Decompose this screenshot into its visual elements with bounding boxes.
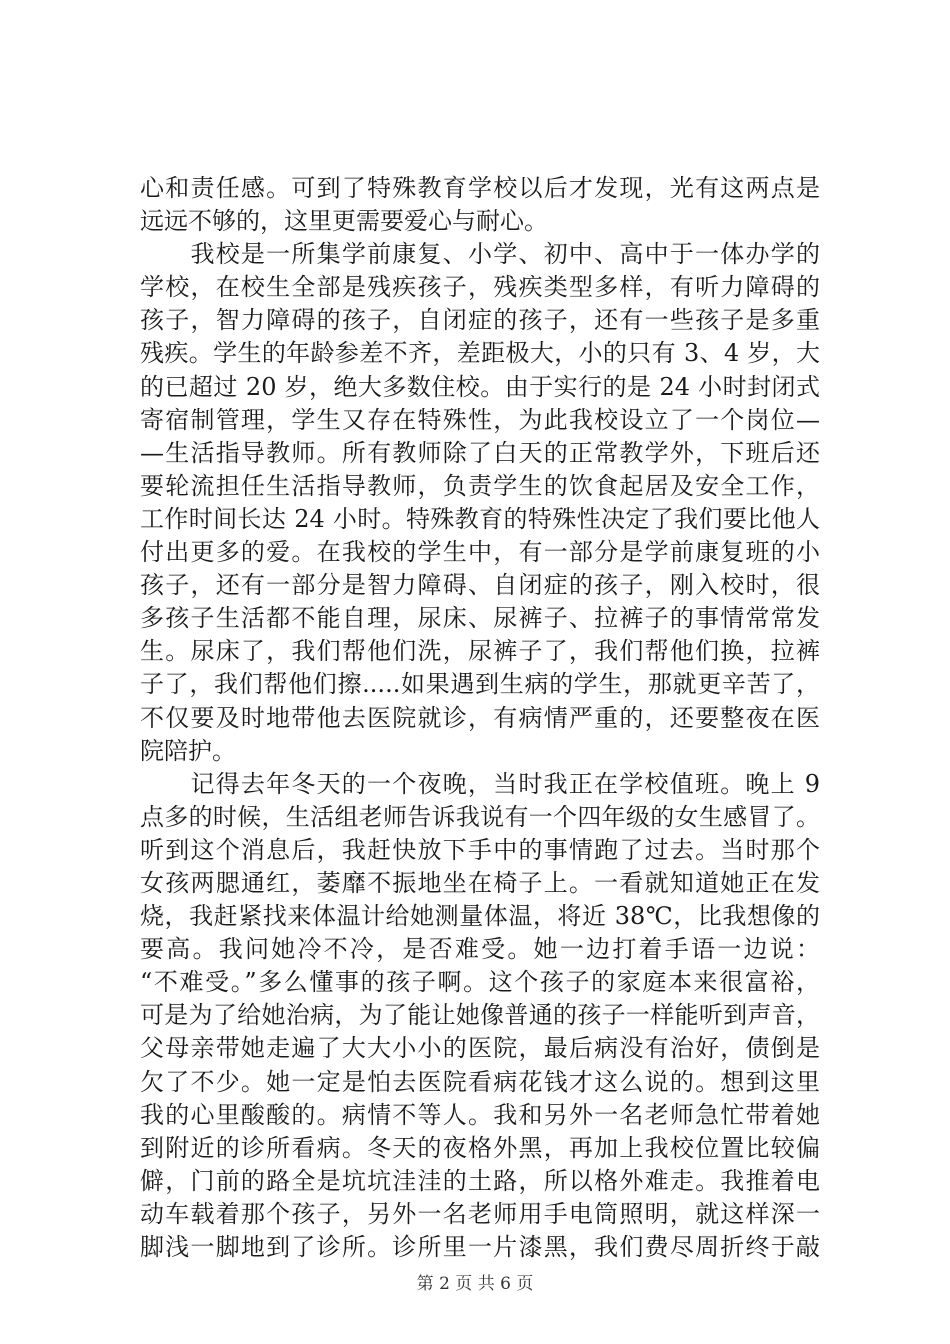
text-line: 可是为了给她治病，为了能让她像普通的孩子一样能听到声音， [140, 1001, 820, 1030]
text-line: 子了，我们帮他们擦.....如果遇到生病的学生，那就更辛苦了， [140, 670, 820, 699]
text-line: 脚浅一脚地到了诊所。诊所里一片漆黑，我们费尽周折终于敲 [140, 1233, 820, 1261]
text-line: 父母亲带她走遍了大大小小的医院，最后病没有治好，债倒是 [140, 1034, 820, 1063]
text-line: 孩子，智力障碍的孩子，自闭症的孩子，还有一些孩子是多重 [140, 306, 820, 335]
document-body [140, 172, 820, 1264]
text-line: 记得去年冬天的一个夜晚，当时我正在学校值班。晚上 9 [140, 769, 820, 798]
text-line: 心和责任感。可到了特殊教育学校以后才发现，光有这两点是 [140, 174, 820, 202]
text-line: 烧，我赶紧找来体温计给她测量体温，将近 38℃，比我想像的 [140, 902, 820, 931]
text-line: 我校是一所集学前康复、小学、初中、高中于一体办学的 [140, 240, 820, 269]
text-line: 要高。我问她冷不冷，是否难受。她一边打着手语一边说： [140, 935, 820, 964]
text-line: 工作时间长达 24 小时。特殊教育的特殊性决定了我们要比他人 [140, 504, 820, 533]
text-line: 院陪护。 [140, 736, 236, 765]
text-line: 学校，在校生全部是残疾孩子，残疾类型多样，有听力障碍的 [140, 273, 820, 302]
text-line: 听到这个消息后，我赶快放下手中的事情跑了过去。当时那个 [140, 835, 820, 864]
text-line: 的已超过 20 岁，绝大多数住校。由于实行的是 24 小时封闭式 [140, 372, 820, 401]
text-line: 动车载着那个孩子，另外一名老师用手电筒照明，就这样深一 [140, 1199, 820, 1228]
text-line: 我的心里酸酸的。病情不等人。我和另外一名老师急忙带着她 [140, 1100, 820, 1129]
text-line: 僻，门前的路全是坑坑洼洼的土路，所以格外难走。我推着电 [140, 1166, 820, 1195]
text-line: 到附近的诊所看病。冬天的夜格外黑，再加上我校位置比较偏 [140, 1133, 820, 1162]
text-line: 女孩两腮通红，萎靡不振地坐在椅子上。一看就知道她正在发 [140, 868, 820, 897]
text-line: 寄宿制管理，学生又存在特殊性，为此我校设立了一个岗位— [140, 405, 820, 434]
text-line: 生。尿床了，我们帮他们洗，尿裤子了，我们帮他们换，拉裤 [140, 637, 820, 666]
text-line: 付出更多的爱。在我校的学生中，有一部分是学前康复班的小 [140, 538, 820, 567]
text-line: 多孩子生活都不能自理，尿床、尿裤子、拉裤子的事情常常发 [140, 604, 820, 633]
text-line: 不仅要及时地带他去医院就诊，有病情严重的，还要整夜在医 [140, 703, 820, 732]
text-line: 要轮流担任生活指导教师，负责学生的饮食起居及安全工作， [140, 471, 820, 500]
text-line: 残疾。学生的年龄参差不齐，差距极大，小的只有 3、4 岁，大 [140, 339, 820, 368]
page-footer: 第 2 页 共 6 页 [416, 1274, 534, 1294]
text-line: 远远不够的，这里更需要爱心与耐心。 [140, 207, 548, 236]
text-line: 欠了不少。她一定是怕去医院看病花钱才这么说的。想到这里 [140, 1067, 820, 1096]
text-line: 孩子，还有一部分是智力障碍、自闭症的孩子，刚入校时，很 [140, 571, 820, 600]
text-line: “不难受。”多么懂事的孩子啊。这个孩子的家庭本来很富裕， [140, 968, 820, 997]
text-line: —生活指导教师。所有教师除了白天的正常教学外，下班后还 [140, 438, 820, 467]
text-line: 点多的时候，生活组老师告诉我说有一个四年级的女生感冒了。 [140, 802, 820, 831]
